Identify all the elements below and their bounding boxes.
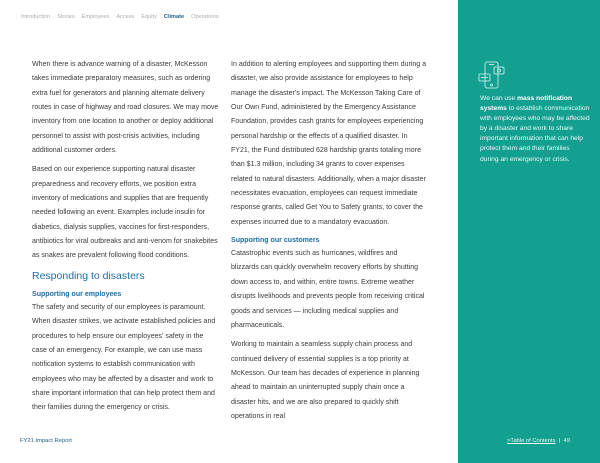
paragraph: In addition to alerting employees and supporting them during a disaster, we also provide assistance for employees to help manage the disaster's impact. The McKesson Taking Care of Our Own Fund, administered by the Emergency Assistance Foundation, provides cash grants for employees experiencing personal hardship or the effects of a qualified disaster. In FY21, the Fund distributed 628 hardship grants totaling more than $1.3 million, including 34 grants to cover expenses related to natural disasters. Additionally, when a major disaster necessitates evacuation, employees can request immediate response grants, called Get You to Safety grants, to cover the expenses incurred due to a mandatory evacuation. bbox=[231, 61, 427, 226]
nav-introduction[interactable]: Introduction bbox=[21, 14, 51, 20]
paragraph: The safety and security of our employees is paramount. When disaster strikes, we activate established policies and procedures to help ensure our employees' safety in the case of an emergency. For example, we can use mass notification systems to establish communication with employees who may be affected by a disaster and work to share important information that can help protect them and their families during the emergency or crisis. bbox=[32, 303, 216, 412]
nav-access[interactable]: Access bbox=[116, 14, 135, 20]
sidebar-callout bbox=[480, 94, 590, 165]
table-of-contents-link[interactable]: >Table of Contents bbox=[507, 438, 556, 444]
separator: | bbox=[558, 438, 561, 444]
callout-lead: We can use bbox=[480, 95, 518, 102]
middle-column bbox=[231, 58, 427, 429]
nav-operations[interactable]: Operations bbox=[191, 14, 219, 20]
footer-nav bbox=[507, 438, 570, 444]
paragraph: When there is advance warning of a disaster, McKesson takes immediate preparatory measures, such as ordering extra fuel for generators and planning alternate delivery routes in case of highway and road closures. We may move inventory from one location to another or deploy additional personnel to assist with post-crisis activities, including additional customer orders. bbox=[32, 61, 219, 155]
paragraph: Catastrophic events such as hurricanes, wildfires and blizzards can quickly overwhelm recovery efforts by shutting down access to, and within, entire towns. Extreme weather disrupts livelihoods and prevents people from receiving critical goods and services — including medical supplies and pharmaceuticals. bbox=[231, 250, 425, 329]
left-column bbox=[32, 58, 220, 421]
phone-notification-icon bbox=[478, 60, 508, 92]
nav-employees[interactable]: Employees bbox=[81, 14, 110, 20]
page-number: 49 bbox=[563, 438, 570, 444]
callout-rest: to establish communication with employees who may be affected by a disaster and work to share important information that can help protect them and their families during an emergency or crisis. bbox=[480, 105, 590, 163]
subheading-customers: Supporting our customers bbox=[231, 237, 320, 245]
nav-equity[interactable]: Equity bbox=[141, 14, 157, 20]
paragraph: Working to maintain a seamless supply chain process and continued delivery of essential supplies is a top priority at McKesson. Our team has decades of experience in planning ahead to maintain an uninterrupted supply chain once a disaster hits, and we are also prepared to quickly shift operations in real bbox=[231, 341, 420, 420]
callout-bold: mass notification systems bbox=[480, 95, 573, 113]
section-heading: Responding to disasters bbox=[32, 269, 145, 282]
section-nav bbox=[21, 14, 219, 20]
report-title: FY21 Impact Report bbox=[20, 438, 72, 444]
subheading-employees: Supporting our employees bbox=[32, 290, 122, 298]
nav-stories[interactable]: Stories bbox=[57, 14, 75, 20]
paragraph: Based on our experience supporting natural disaster preparedness and recovery efforts, we position extra inventory of medications and supplies that are frequently needed following an event. Examples include insulin for diabetics, dialysis supplies, vaccines for first-responders, antibiotics for viral outbreaks and anti-venom for snakebites as snakes are prevalent following flood conditions. bbox=[32, 166, 218, 260]
nav-climate[interactable]: Climate bbox=[163, 14, 185, 20]
